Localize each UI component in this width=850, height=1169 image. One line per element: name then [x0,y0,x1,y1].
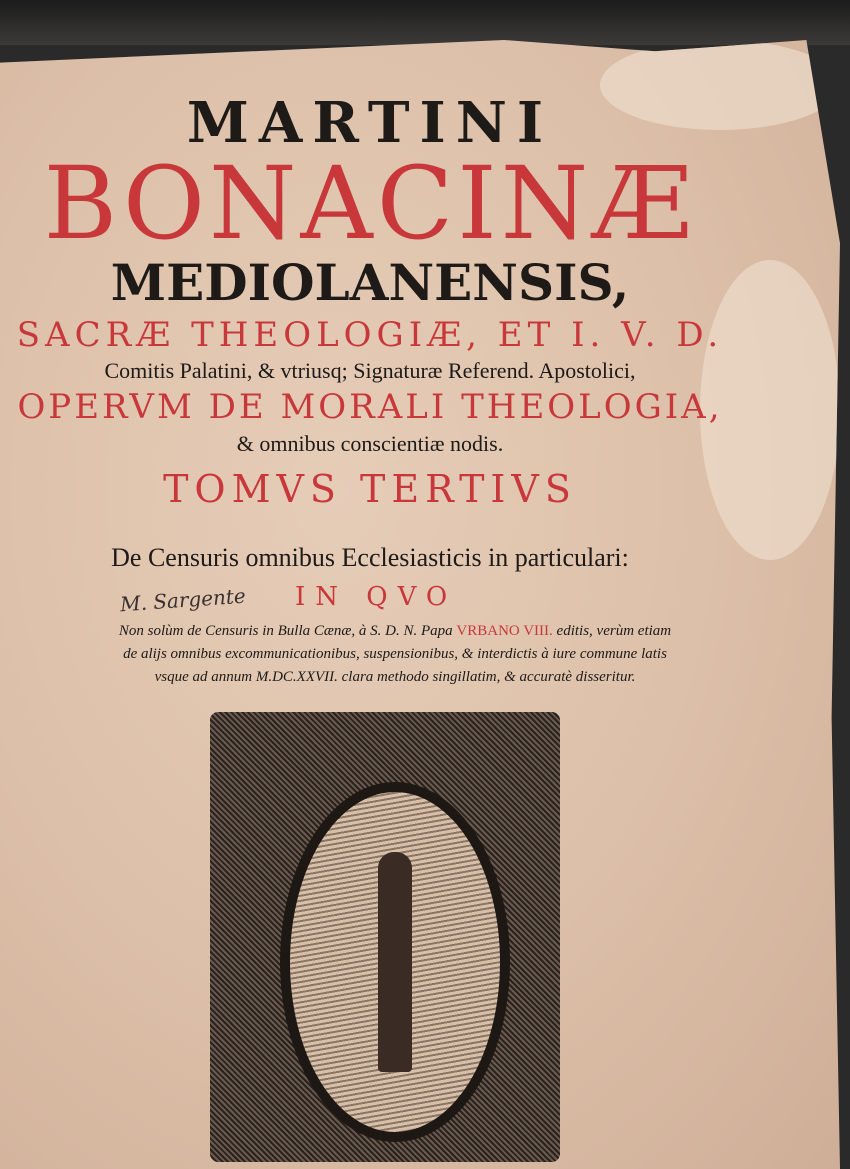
scanner-background [0,0,850,45]
author-office: Comitis Palatini, & vtriusq; Signaturæ Referend. Apostolici, [104,358,636,383]
in-quo-heading: IN QVO [295,582,458,612]
author-first-name: MARTINI [186,90,554,156]
description-text: editis, verùm etiam [556,623,672,639]
description-text: Non solùm de Censuris in Bulla Cænæ, à S. D. N. Papa [118,623,453,639]
allegorical-figure [378,852,412,1072]
printer-device-woodcut [210,712,560,1162]
work-subtitle: & omnibus conscientiæ nodis. [236,431,504,456]
author-degree: SACRÆ THEOLOGIÆ, ET I. V. D. [16,315,724,355]
work-title: OPERVM DE MORALI THEOLOGIA, [17,387,723,427]
oval-frame [280,782,510,1142]
author-origin: MEDIOLANENSIS, [110,253,630,312]
description-line-2: de alijs omnibus excommunicationibus, suspensionibus, & interdictis à iure commune latis [123,646,667,662]
author-last-name: BONACINÆ [43,145,697,262]
handwritten-signature: M. Sargente [119,583,247,617]
volume-subject: De Censuris omnibus Ecclesiasticis in particulari: [111,543,629,572]
description-line-1 [40,622,750,640]
description-line-3: vsque ad annum M.DC.XXVII. clara methodo singillatim, & accuratè disseritur. [154,669,636,685]
volume-title: TOMVS TERTIVS [163,467,577,511]
pope-name: VRBANO VIII. [456,623,553,639]
